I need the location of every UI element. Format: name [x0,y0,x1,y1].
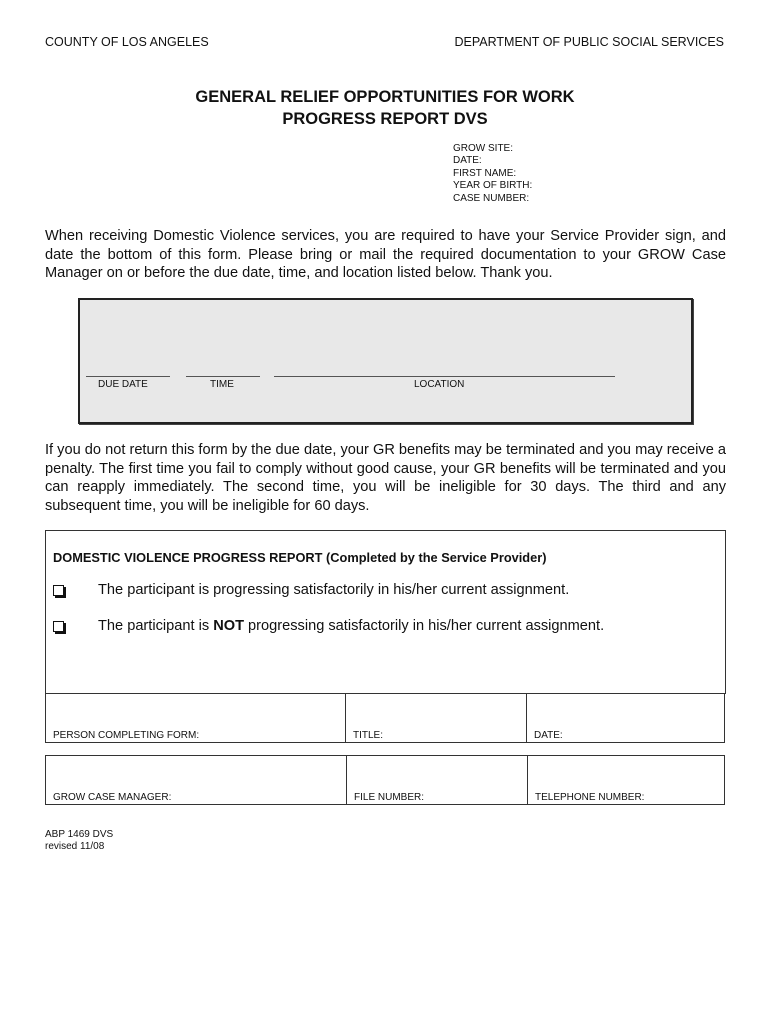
provider-signature-row [45,693,725,743]
instructions-paragraph: When receiving Domestic Violence services, you are required to have your Service Provider sign, and date the bottom of this form. Please bring or mail the required documentation to your GROW Case Manager on or before the due date, time, and location listed below. Thank you. [45,228,726,282]
year-of-birth-field[interactable]: YEAR OF BIRTH: [453,180,533,192]
telephone-number-label: TELEPHONE NUMBER: [535,792,645,803]
checkbox-not-progressing[interactable] [53,621,64,632]
form-subtitle: PROGRESS REPORT DVS [282,110,488,128]
case-manager-row [45,755,725,805]
title-cell[interactable] [346,694,527,742]
grow-case-manager-cell[interactable] [46,756,347,804]
due-date-label: DUE DATE [98,379,148,390]
revision-date: revised 11/08 [45,841,105,853]
header-department: DEPARTMENT OF PUBLIC SOCIAL SERVICES [454,35,724,49]
due-date-line[interactable] [86,376,170,377]
form-id: ABP 1469 DVS [45,829,114,840]
warning-paragraph: If you do not return this form by the due date, your GR benefits may be terminated and you may receive a penalty. The first time you fail to comply without good cause, your GR benefits will be terminated and you can reapply immediately. The second time, you will be ineligible for 30 days. The third and any subsequent time, you will be ineligible for 60 days. [45,442,726,514]
time-line[interactable] [186,376,260,377]
form-footer [45,829,113,854]
person-completing-label: PERSON COMPLETING FORM: [53,730,200,741]
not-emphasis: NOT [213,618,244,634]
location-label: LOCATION [414,379,465,390]
grow-site-field[interactable]: GROW SITE: [453,143,513,154]
location-line[interactable] [274,376,615,377]
signature-date-cell[interactable] [527,694,724,742]
option-progressing-label: The participant is progressing satisfactorily in his/her current assignment. [98,582,570,598]
progress-report-section [45,530,726,694]
report-title: DOMESTIC VIOLENCE PROGRESS REPORT (Completed by the Service Provider) [53,550,547,565]
person-completing-cell[interactable] [46,694,346,742]
appointment-box [78,298,693,424]
date-field[interactable]: DATE: [453,155,482,167]
checkbox-progressing[interactable] [53,585,64,596]
option-not-progressing-label: The participant is NOT progressing satisfactorily in his/her current assignment. [98,618,605,634]
first-name-field[interactable]: FIRST NAME: [453,167,517,179]
form-title: GENERAL RELIEF OPPORTUNITIES FOR WORK [195,88,575,106]
participant-info-block [453,143,532,205]
case-number-field[interactable]: CASE NUMBER: [453,192,530,204]
time-label: TIME [210,379,234,390]
telephone-number-cell[interactable] [528,756,724,804]
file-number-label: FILE NUMBER: [354,792,425,803]
file-number-cell[interactable] [347,756,528,804]
title-label: TITLE: [353,730,384,741]
signature-date-label: DATE: [534,730,563,741]
grow-case-manager-label: GROW CASE MANAGER: [53,792,172,803]
header-county: COUNTY OF LOS ANGELES [45,35,209,49]
